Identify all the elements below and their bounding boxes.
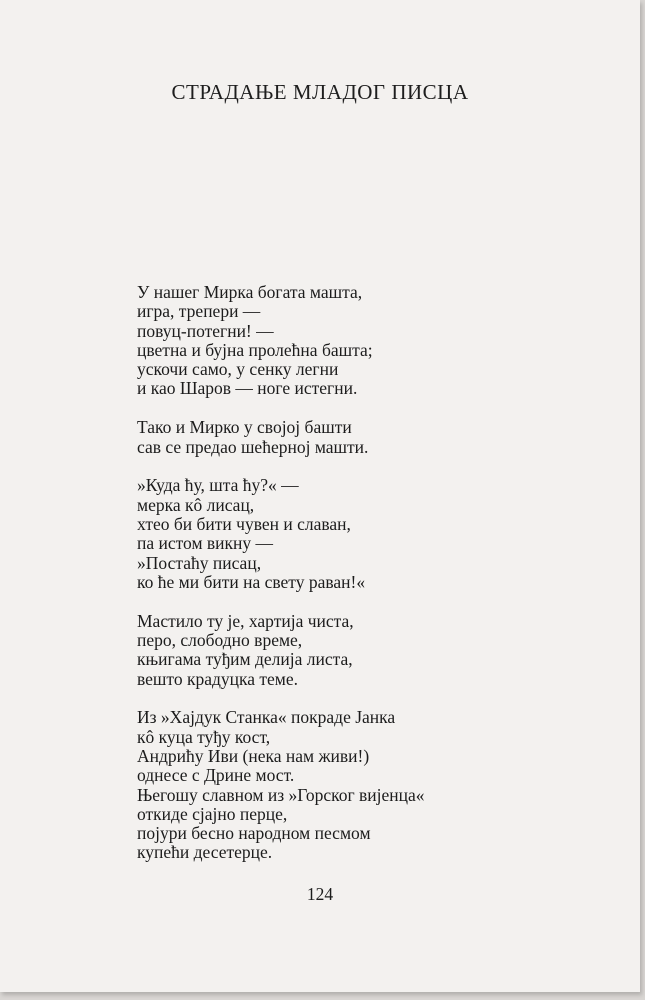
poem-line: мерка кô лисац, xyxy=(137,494,255,515)
poem-line: перо, слободно време, xyxy=(137,629,303,650)
poem-line: цветна и бујна пролећна башта; xyxy=(137,339,373,360)
poem-line: купећи десетерце. xyxy=(137,842,273,863)
poem-line: Његошу славном из »Горског вијенца« xyxy=(137,784,425,805)
stanza-4 xyxy=(137,612,557,689)
page-number: 124 xyxy=(306,884,334,904)
stanza-5 xyxy=(137,708,557,862)
poem-line: хтео би бити чувен и славан, xyxy=(137,513,351,534)
poem-line: »Постаћу писац, xyxy=(137,552,262,573)
poem-line: ускочи само, у сенку легни xyxy=(137,359,339,380)
stanza-3 xyxy=(137,476,557,592)
poem-line: Из »Хајдук Станка« покраде Јанка xyxy=(137,707,396,728)
poem-title: СТРАДАЊЕ МЛАДОГ ПИСЦА xyxy=(171,80,469,104)
poem-line: У нашег Мирка богата машта, xyxy=(137,282,363,302)
poem-line: Мастило ту је, хартија чиста, xyxy=(137,610,354,631)
poem-line: ко ће ми бити на свету раван!« xyxy=(137,571,366,592)
poem-line: Андрићу Иви (нека нам живи!) xyxy=(137,745,370,766)
poem-line: игра, трепери — xyxy=(137,301,261,322)
poem-body xyxy=(137,283,557,863)
poem-line: сав се предао шећерној машти. xyxy=(137,436,369,457)
poem-line: »Куда ћу, шта ћу?« — xyxy=(137,475,299,496)
poem-line: кô куца туђу кост, xyxy=(137,726,271,747)
poem-line: повуц-потегни! — xyxy=(137,320,274,341)
poem-line: откиде сјајно перце, xyxy=(137,803,288,824)
stanza-1 xyxy=(137,283,557,399)
poem-line: па истом викну — xyxy=(137,533,274,554)
poem-line: Тако и Мирко у својој башти xyxy=(137,417,352,438)
poem-line: и као Шаров — ноге истегни. xyxy=(137,378,358,399)
poem-line: књигама туђим делија листа, xyxy=(137,649,353,670)
poem-line: појури бесно народном песмом xyxy=(137,823,371,844)
stanza-2 xyxy=(137,418,557,457)
poem-line: однесе с Дрине мост. xyxy=(137,765,295,786)
poem-line: вешто крадуцка теме. xyxy=(137,668,298,689)
